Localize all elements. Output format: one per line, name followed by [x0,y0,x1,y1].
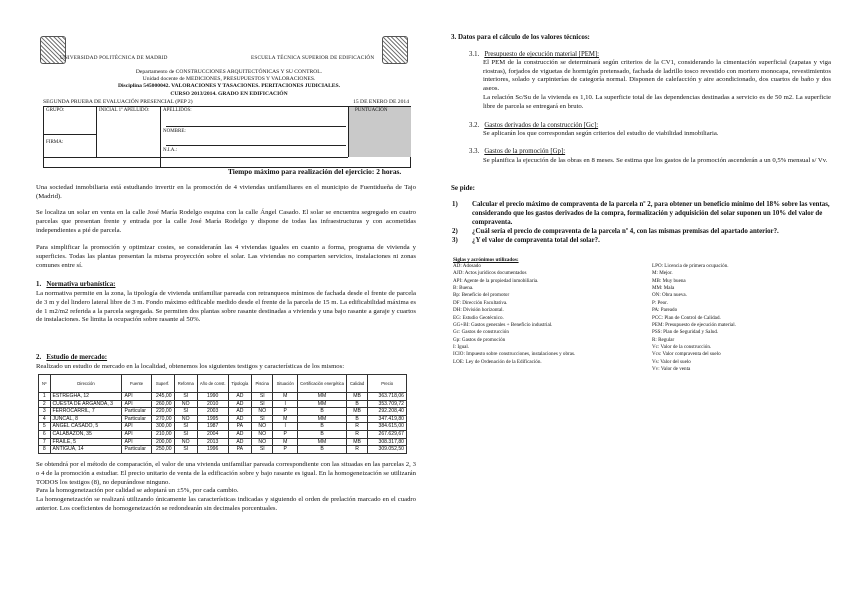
col-header: Calidad [346,375,367,393]
table-cell: NO [252,423,273,431]
table-cell: 1996 [197,446,228,454]
table-cell: 3 [39,408,51,416]
section1-number: 1. [36,281,42,288]
table-cell: ESTREGHA, 12 [50,393,122,401]
table-cell: NO [252,408,273,416]
acronym-item: LPO: Licencia de primera ocupación. [652,263,729,269]
table-header-row [39,375,407,393]
nia-label: N.I.A.: [163,148,178,153]
subsection-3-3-heading [469,148,565,155]
table-cell: API [122,423,151,431]
grupo-label: GRUPO: [46,108,65,113]
section2-after-text: La homogeneización se realizará utilizando únicamente las características indicadas y siguiendo el orden de prelación marcado en el cuadro anterior. Los coeficientes de homogeneización se redondearán sin decimales porcentuales. [36,496,416,512]
table-cell: CALABAZON, 35 [50,430,122,438]
acronym-item: R: Regular [652,336,675,343]
table-cell: 309.052,50 [368,446,407,454]
table-cell: AD [228,400,252,408]
intro-paragraph: Una sociedad inmobiliaria está estudiando invertir en la promoción de 4 viviendas unifamiliares en el municipio de Fuentidueña de Tajo (Madrid). [36,184,416,200]
section2-after-text: Para la homogeneización por calidad se adoptará un ±5%, por cada cambio. [36,487,239,494]
table-cell: B [298,446,347,454]
col-header: Certificación energética [298,375,347,393]
table-cell: 7 [39,438,51,446]
table-cell: M [273,393,298,401]
table-cell: Particular [122,446,151,454]
acronym-item: EG: Estudio Geotécnico. [453,314,504,321]
acronym-item: M: Mejor. [652,270,673,277]
acronym-item: GG+BI: Gastos generales + Beneficio industrial. [453,321,553,328]
section1-heading [36,281,115,288]
header-department [36,69,422,98]
table-cell: R [346,446,367,454]
col-header: Situación [273,375,298,393]
table-cell: MB [346,438,367,446]
table-cell: I [273,400,298,408]
table-cell: 363.718,06 [368,393,407,401]
table-cell: 245,00 [151,393,174,401]
table-cell: FRAILE, 5 [50,438,122,446]
subsection-3-2-heading [469,122,598,129]
section2-text: Realizado un estudio de mercado en la localidad, obtenemos los siguientes testigos y características de los mismos: [36,363,345,370]
table-cell: MB [346,393,367,401]
section1-title: Normativa urbanística: [46,281,116,288]
subsection-number: 3.2. [469,122,480,129]
table-cell: 2003 [197,408,228,416]
table-cell: API [122,393,151,401]
table-cell: 292.208,40 [368,408,407,416]
score-box [348,107,411,157]
acronym-item: P: Peor. [652,299,668,306]
subsection-3-3-text: Se planifica la ejecución de las obras en 8 meses. Se estima que los gastos de la promoción ascenderán a un 0,5% mensual s/ Vv. [483,157,828,164]
exam-date: 15 DE ENERO DE 2014 [353,99,409,105]
subsection-number: 3.1. [469,51,480,58]
table-cell: 300,00 [151,423,174,431]
header-line: Departamento de CONSTRUCCIONES ARQUITECTÓNICAS Y SU CONTROL. [135,69,323,75]
acronym-item: Vcs: Valor compraventa del suelo [652,351,721,358]
acronym-item: ON: Obra nueva. [652,292,687,299]
table-cell: B [298,430,347,438]
acronym-item: LOE: Ley de Ordenación de la Edificación. [453,358,542,365]
table-cell: 1995 [197,415,228,423]
table-cell: NO [174,438,197,446]
subsection-3-1-text2: La relación Sc/Su de la vivienda es 1,10. La superficie total de las dependencias destinadas a servicio es de 50 m2. La superficie libre de parcela se entregará en bruto. [483,94,831,110]
table-cell: 1990 [197,393,228,401]
table-cell: P [273,446,298,454]
firma-label: FIRMA: [46,140,64,145]
acronym-item: PCC: Plan de Control de Calidad. [652,314,721,321]
table-cell: 5 [39,423,51,431]
table-cell: API [122,400,151,408]
col-header: Dirección [50,375,122,393]
acronym-item: DH: División horizontal. [453,307,504,314]
table-row [39,400,407,408]
apellidos-label: APELLIDOS: [163,108,192,113]
table-cell: 200,00 [151,438,174,446]
subsection-3-1-heading [469,51,599,58]
acronym-item: Bp: Beneficio del promotor [453,292,510,299]
table-cell: 1987 [197,423,228,431]
acronym-item: PEM: Presupuesto de ejecución material. [652,321,736,328]
acronym-item: PSS: Plan de Seguridad y Salud. [652,329,719,336]
table-cell: SI [174,408,197,416]
table-cell: PA [228,423,252,431]
section2-after-text: Se obtendrá por el método de comparación, el valor de una vivienda unifamiliar pareada correspondiente con las situadas en las parcelas 2, 3 o 4 de la promoción a estudiar. El precio unitario de venta de la edificación sobre y bajo rasante es igual. En la homogeneización se utilizarán TODOS los testigos (8), no depurándose ninguno. [36,461,416,486]
table-cell: MM [298,438,347,446]
table-cell: JUNCAL, 8 [50,415,122,423]
table-cell: AD [228,415,252,423]
table-row [39,430,407,438]
acronym-item: Gp: Gastos de promoción [453,336,506,343]
table-cell: 267.629,67 [368,430,407,438]
table-cell: MB [346,408,367,416]
table-cell: P [273,408,298,416]
table-cell: 250,00 [151,446,174,454]
acronym-item: MM: Mala [652,285,675,292]
table-cell: B [346,400,367,408]
table-cell: 2013 [197,438,228,446]
table-cell: FERROCARRIL, 7 [50,408,122,416]
acronym-item: API: Agente de la propiedad inmobiliaria. [453,277,539,284]
subsection-number: 3.3. [469,148,480,155]
col-header: Fuente [122,375,151,393]
acronym-item: AJD: Actos jurídicos documentados [453,270,527,277]
table-cell: AD [228,430,252,438]
table-cell: SI [174,446,197,454]
table-cell: ANGEL CASADO, 5 [50,423,122,431]
table-cell: 353.709,72 [368,400,407,408]
table-cell: SI [252,393,273,401]
nombre-label: NOMBRE: [163,129,186,134]
table-cell: 1 [39,393,51,401]
table-cell: CUESTA DE ARGANDA, 3 [50,400,122,408]
subsection-title: Presupuesto de ejecución material [PEM]: [484,51,600,58]
question-text: ¿Y el valor de compraventa total del solar?. [472,237,600,244]
table-cell: 270,00 [151,415,174,423]
col-header: Precio [368,375,407,393]
table-cell: 260,00 [151,400,174,408]
table-cell: NO [252,430,273,438]
subsection-title: Gastos de la promoción [Gp]: [484,148,566,155]
acronym-item: Vs: Valor del suelo [652,358,691,365]
table-cell: SI [174,423,197,431]
acronym-item: Vv: Valor de venta [652,366,691,373]
table-cell: AD [228,438,252,446]
table-cell: B [346,415,367,423]
table-cell: SI [174,430,197,438]
col-header: Reforma [174,375,197,393]
exam-info [43,99,409,105]
col-header: Año de const. [197,375,228,393]
table-cell: R [346,430,367,438]
table-cell: M [273,438,298,446]
acronym-item: Gc: Gastos de construcción [453,329,509,336]
table-cell: SI [252,400,273,408]
table-cell: 4 [39,415,51,423]
subsection-3-1-text: El PEM de la construcción se determinará según criterios de la CV1, considerando la cimentación superficial (zapatas y viga riostras), forjados de viguetas de hormigón pretensado, fachada de ladrillo tosco revestido con mortero monocapa, revestimientos interiores, solado y carpinterías de categoría normal. Disponen de calefacción y aire acondicionado, dos cuartos de baño y dos aseos. [483,59,831,93]
school-crest-logo [382,36,408,64]
time-note: Tiempo máximo para realización del ejercicio: 2 horas. [228,167,402,176]
subsection-title: Gastos derivados de la construcción [Gc]: [484,122,599,129]
table-cell: Particular [122,408,151,416]
table-cell: AD [228,408,252,416]
table-cell: 384.615,00 [368,423,407,431]
puntuacion-label: PUNTUACIÓN [355,108,388,113]
table-row [39,408,407,416]
acronyms-title: Siglas y acrónimos utilizados: [453,257,519,263]
section2-number: 2. [36,354,42,361]
school-name: ESCUELA TÉCNICA SUPERIOR DE EDIFICACIÓN [251,55,375,61]
table-cell: API [122,438,151,446]
table-cell: AD [228,393,252,401]
subsection-3-2-text: Se aplicarán los que correspondan según criterios del estudio de viabilidad inmobiliaria. [483,130,719,137]
question-number: 3) [452,237,458,244]
questions-heading: Se pide: [451,184,475,192]
table-row [39,438,407,446]
table-cell: 347.419,80 [368,415,407,423]
table-cell: NO [174,415,197,423]
section1-text: La normativa permite en la zona, la tipología de vivienda unifamiliar pareada con retranqueos mínimos de fachada desde el frente de parcela de 3 m y del lindero lateral libre de 3 m. Fondo máximo edificable medido desde el frente de la parcela de 15 m. La edificabilidad máxima es de 1 m2/m2 referida a la parcela segregada. Se permiten dos plantas sobre rasante destinadas a vivienda y una bajo rasante a garaje y cuartos de instalaciones. Se limita la ocupación sobre rasante al 50%. [36,290,416,324]
exam-name: SEGUNDA PRUEBA DE EVALUACIÓN PRESENCIAL (PEP 2) [43,99,193,105]
table-cell: PA [228,446,252,454]
acronym-item: AD: Adosado [453,263,481,269]
table-row [39,446,407,454]
section3-heading: 3. Datos para el cálculo de los valores técnicos: [451,33,590,41]
question-text: Calcular el precio máximo de compraventa de la parcela nº 2, para obtener un beneficio mínimo del 18% sobre las ventas, considerando que los gastos derivados de la compra, formalización y adquisición del solar suponen un 10% del valor de compraventa. [472,201,830,226]
table-cell: MM [298,393,347,401]
acronyms-right-list [652,263,736,373]
table-cell: SI [174,393,197,401]
col-header: Nº [39,375,51,393]
table-cell: Particular [122,415,151,423]
table-cell: 308.317,80 [368,438,407,446]
table-cell: B [298,423,347,431]
table-row [39,393,407,401]
header-course-line: CURSO 2013/2014. GRADO EN EDIFICACIÓN [170,90,288,97]
table-cell: NO [252,438,273,446]
student-id-box [43,106,411,168]
table-cell: MM [298,415,347,423]
acronym-item: PA: Pareado [652,307,678,314]
intro-paragraph: Para simplificar la promoción y optimizar costes, se considerarán las 4 viviendas iguales en cuanto a forma, programa de vivienda y superficies. Todas las plantas presentan la misma proyección sobre el solar. Las viviendas no comparten servicios, instalaciones ni zonas comunes entre sí. [36,244,416,269]
table-cell: API [122,430,151,438]
table-cell: 220,00 [151,408,174,416]
table-cell: 2010 [197,400,228,408]
col-header: Tipología [228,375,252,393]
header-course-line: Disciplina 545000042. VALORACIONES Y TASACIONES. PERITACIONES JUDICIALES. [117,83,341,90]
table-row [39,423,407,431]
market-study-table [38,374,407,454]
table-cell: SI [252,415,273,423]
acronym-item: B: Buena. [453,285,474,292]
acronym-item: ICIO: Impuesto sobre construcciones, instalaciones y obras. [453,351,576,358]
inicial-label: INICIAL 1º APELLIDO: [99,108,150,113]
col-header: Superf. [151,375,174,393]
acronym-item: Vc: Valor de la construcción. [652,343,712,350]
table-cell: ANTIGUA, 14 [50,446,122,454]
table-cell: R [346,423,367,431]
section2-title: Estudio de mercado: [46,354,108,361]
university-name: UNIVERSIDAD POLITÉCNICA DE MADRID [60,55,168,61]
table-cell: 2004 [197,430,228,438]
acronym-item: DF: Dirección Facultativa. [453,299,508,306]
table-cell: 210,00 [151,430,174,438]
table-cell: M [273,415,298,423]
table-cell: SI [252,446,273,454]
col-header: Piscina [252,375,273,393]
table-row [39,415,407,423]
question-text: ¿Cuál sería el precio de compraventa de la parcela nº 4, con las mismas premisas del apartado anterior?. [472,228,779,235]
table-cell: I [273,423,298,431]
table-cell: 8 [39,446,51,454]
intro-paragraph: Se localiza un solar en venta en la calle José María Rodelgo esquina con la calle Ángel Casado. El solar se encuentra segregado en cuatro parcelas que presentan frente y entrada por la calle José María Rodelgo y dispone de todas las infraestructuras y con acometidas independientes a pié de parcela. [36,209,416,234]
table-cell: B [298,408,347,416]
table-cell: NO [174,400,197,408]
table-cell: 2 [39,400,51,408]
table-cell: P [273,430,298,438]
table-cell: 6 [39,430,51,438]
question-number: 1) [452,201,458,208]
acronym-item: MB: Muy buena [652,277,686,284]
question-number: 2) [452,228,458,235]
header-line: Unidad docente de MEDICIONES, PRESUPUESTOS Y VALORACIONES. [142,76,316,83]
acronyms-left-list [453,263,575,366]
acronym-item: I: Igual. [453,343,470,350]
table-cell: MM [298,400,347,408]
section2-heading [36,354,107,361]
